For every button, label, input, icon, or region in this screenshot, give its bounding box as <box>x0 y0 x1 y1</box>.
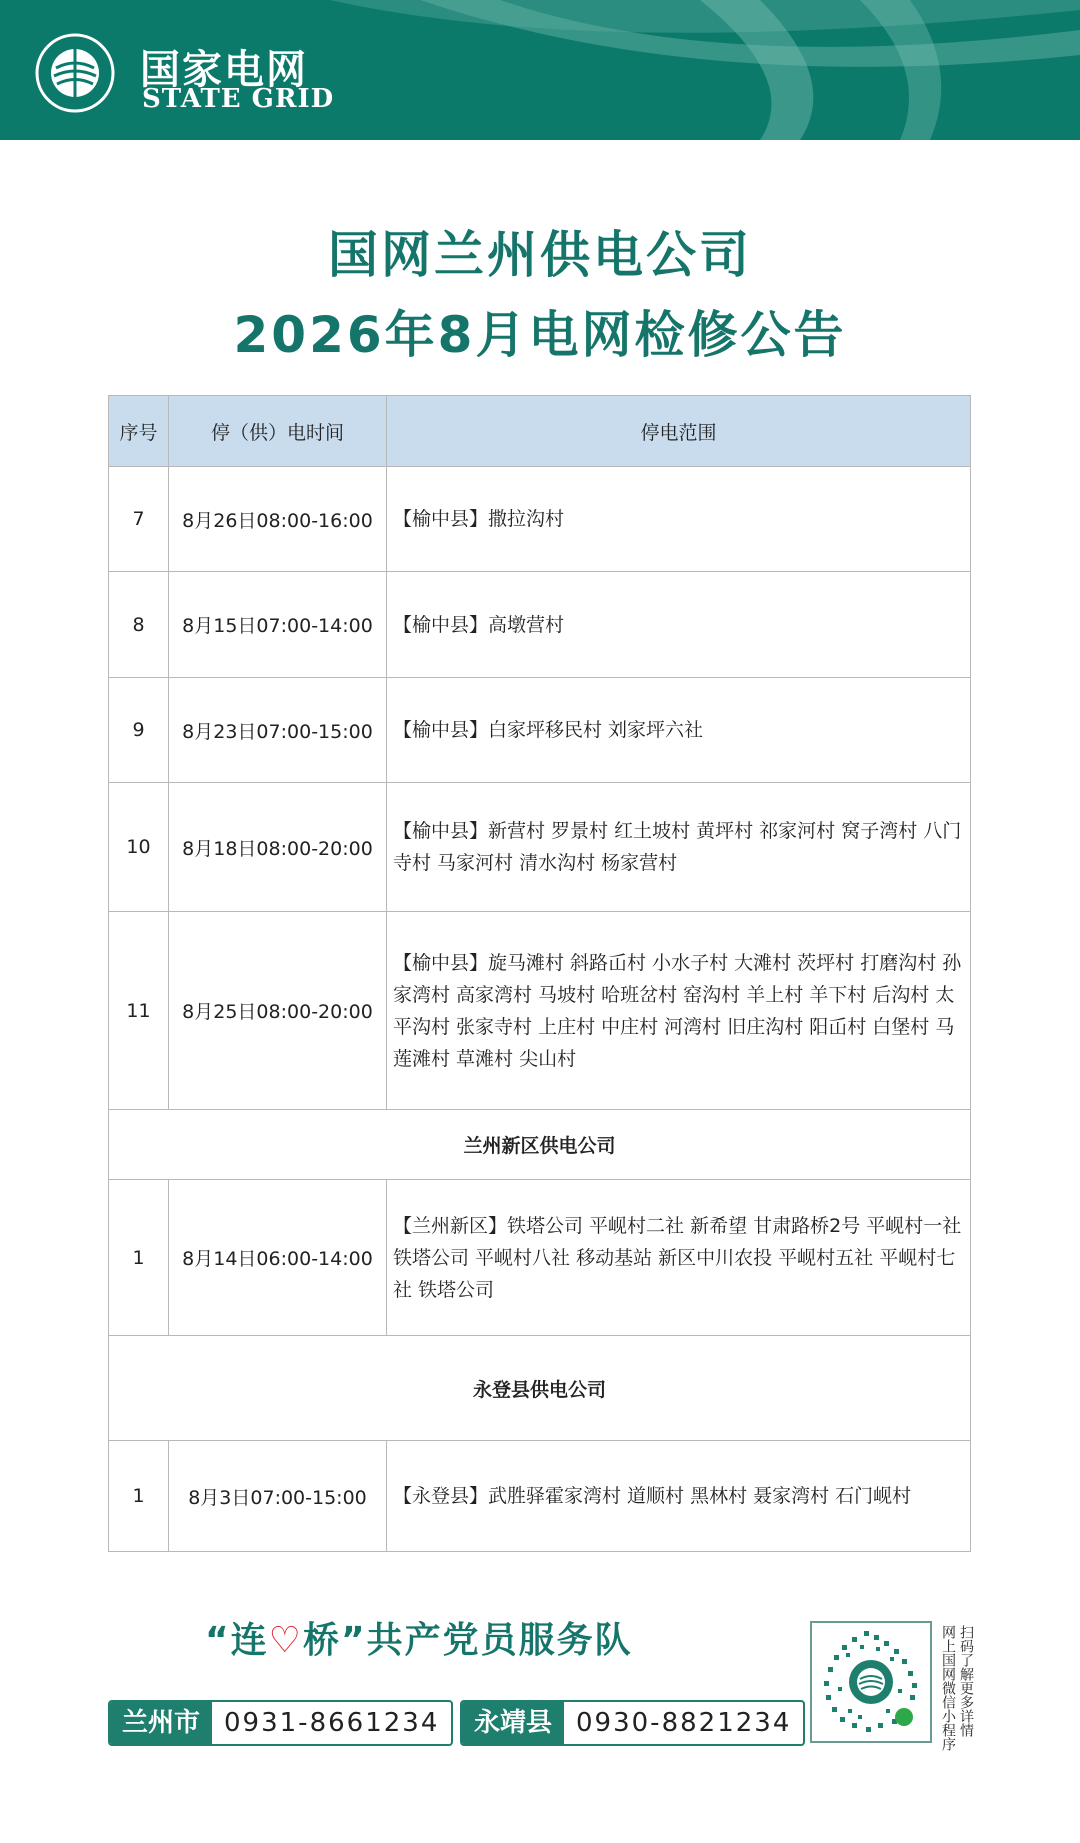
row-no: 11 <box>109 912 169 1110</box>
row-no: 10 <box>109 783 169 912</box>
row-time: 8月14日06:00-14:00 <box>169 1180 387 1336</box>
phone-number: 0931-8661234 <box>224 1708 440 1738</box>
state-grid-logo-icon <box>34 32 116 114</box>
header-time: 停（供）电时间 <box>169 396 387 467</box>
row-area: 【榆中县】撒拉沟村 <box>387 467 971 572</box>
row-area: 【榆中县】高墩营村 <box>387 572 971 678</box>
row-area: 【榆中县】旋马滩村 斜路屲村 小水子村 大滩村 茨坪村 打磨沟村 孙家湾村 高家湾村 马坡村 哈班岔村 窑沟村 羊上村 羊下村 后沟村 太平沟村 张家寺村 上庄村 中庄村 河湾村 旧庄沟村 阳屲村 白堡村 马莲滩村 草滩村 尖山村 <box>387 912 971 1110</box>
page-title-company: 国网兰州供电公司 <box>328 226 752 284</box>
row-area: 【兰州新区】铁塔公司 平岘村二社 新希望 甘肃路桥2号 平岘村一社 铁塔公司 平岘村八社 移动基站 新区中川农投 平岘村五社 平岘村七社 铁塔公司 <box>387 1180 971 1336</box>
table-row <box>109 1180 971 1336</box>
row-area: 【榆中县】白家坪移民村 刘家坪六社 <box>387 678 971 783</box>
heart-icon: ♡ <box>268 1620 303 1661</box>
slogan-close: 桥”共产党员服务队 <box>302 1620 633 1661</box>
table-row <box>109 467 971 572</box>
page-title-notice: 2026年8月电网检修公告 <box>233 306 847 364</box>
phone-city: 兰州市 <box>110 1702 212 1744</box>
table-row <box>109 912 971 1110</box>
row-no: 8 <box>109 572 169 678</box>
slogan <box>205 1612 633 1663</box>
row-time: 8月25日08:00-20:00 <box>169 912 387 1110</box>
phone-lanzhou <box>108 1700 453 1746</box>
header-area: 停电范围 <box>387 396 971 467</box>
row-time: 8月18日08:00-20:00 <box>169 783 387 912</box>
brand-name-en: STATE GRID <box>142 84 335 114</box>
section-title: 兰州新区供电公司 <box>109 1110 971 1180</box>
brand-name-cn: 国家电网 <box>140 47 308 93</box>
row-area: 【永登县】武胜驿霍家湾村 道顺村 黑林村 聂家湾村 石门岘村 <box>387 1441 971 1552</box>
row-no: 1 <box>109 1180 169 1336</box>
table-row <box>109 678 971 783</box>
table-row <box>109 1441 971 1552</box>
phone-city: 永靖县 <box>462 1702 564 1744</box>
table-row <box>109 572 971 678</box>
phone-number: 0930-8821234 <box>576 1708 792 1738</box>
row-area: 【榆中县】新营村 罗景村 红土坡村 黄坪村 祁家河村 窝子湾村 八门寺村 马家河村 清水沟村 杨家营村 <box>387 783 971 912</box>
row-no: 7 <box>109 467 169 572</box>
row-time: 8月3日07:00-15:00 <box>169 1441 387 1552</box>
row-time: 8月23日07:00-15:00 <box>169 678 387 783</box>
mini-program-qr-code <box>810 1621 932 1743</box>
section-row-yongdeng <box>109 1336 971 1441</box>
table-header-row <box>109 396 971 467</box>
row-time: 8月15日07:00-14:00 <box>169 572 387 678</box>
header-no: 序号 <box>109 396 169 467</box>
section-row-lanzhou-new-area <box>109 1110 971 1180</box>
phone-yongjing <box>460 1700 805 1746</box>
qr-caption-scan: 扫码了解更多详情 <box>958 1625 974 1737</box>
header-banner <box>0 0 1080 140</box>
table-row <box>109 783 971 912</box>
slogan-open: “连 <box>205 1620 269 1661</box>
row-time: 8月26日08:00-16:00 <box>169 467 387 572</box>
row-no: 1 <box>109 1441 169 1552</box>
section-title: 永登县供电公司 <box>109 1336 971 1441</box>
qr-code-icon <box>812 1623 930 1741</box>
qr-caption-program: 网上国网微信小程序 <box>940 1625 956 1751</box>
row-no: 9 <box>109 678 169 783</box>
maintenance-schedule-table <box>108 395 971 1552</box>
